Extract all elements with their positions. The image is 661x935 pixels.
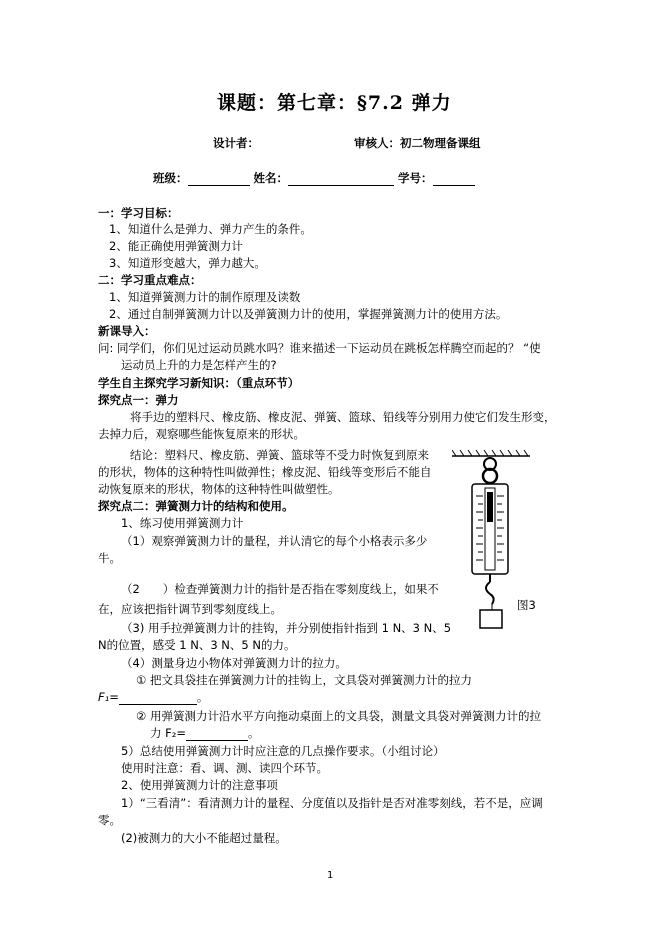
point2-item: N的位置，感受 1 N、3 N、5 N的力。 bbox=[98, 638, 296, 652]
goal-item: 1、知道什么是弹力、弹力产生的条件。 bbox=[109, 222, 312, 236]
point2-item: 零。 bbox=[98, 813, 121, 827]
f1-row bbox=[98, 689, 208, 705]
point2-item: （2 ）检查弹簧测力计的指针是否指在零刻度线上，如果不 bbox=[121, 582, 439, 596]
intro-heading: 新课导入： bbox=[98, 324, 156, 338]
focus-item: 2、通过自制弹簧测力计以及弹簧测力计的使用，掌握弹簧测力计的使用方法。 bbox=[109, 307, 508, 321]
point1-text: 去掉力后，观察哪些能恢复原来的形状。 bbox=[98, 427, 305, 441]
point2-item: 5）总结使用弹簧测力计时应注意的几点操作要求。（小组讨论） bbox=[121, 744, 445, 758]
f1-label: F₁= bbox=[98, 690, 119, 704]
f2-row bbox=[150, 725, 260, 741]
explore-heading: 学生自主探究学习新知识：（重点环节） bbox=[98, 376, 300, 390]
point2-item: 在，应该把指针调节到零刻度线上。 bbox=[98, 602, 282, 616]
student-info-row bbox=[153, 170, 475, 186]
reviewer-label: 审核人：初二物理备课组 bbox=[354, 136, 481, 150]
intro-text: 运动员上升的力是怎样产生的? bbox=[121, 358, 277, 372]
id-label: 学号： bbox=[398, 171, 433, 185]
conclusion-text: 结论：塑料尺、橡皮筋、弹簧、篮球等不受力时恢复到原来 bbox=[130, 448, 429, 462]
focus-heading: 二：学习重点难点： bbox=[98, 273, 202, 287]
figure-caption: 图3 bbox=[517, 598, 536, 612]
point2-item: 使用时注意：看、调、测、读四个环节。 bbox=[121, 761, 328, 775]
point2-item: (2)被测力的大小不能超过量程。 bbox=[121, 831, 287, 845]
point2-item: 2、使用弹簧测力计的注意事项 bbox=[121, 778, 278, 792]
point2-item: （1）观察弹簧测力计的量程，并认清它的每个小格表示多少 bbox=[121, 534, 428, 548]
goal-item: 2、能正确使用弹簧测力计 bbox=[109, 239, 243, 253]
goals-heading: 一：学习目标： bbox=[98, 206, 179, 220]
class-label: 班级： bbox=[153, 171, 188, 185]
f2-label: 力 F₂= bbox=[150, 726, 187, 740]
point2-item: 1、练习使用弹簧测力计 bbox=[121, 516, 244, 530]
point2-item: （3) 用手拉弹簧测力计的挂钩，并分别使指针指到 1 N、3 N、5 bbox=[121, 621, 452, 635]
designer-label: 设计者： bbox=[213, 136, 259, 150]
focus-item: 1、知道弹簧测力计的制作原理及读数 bbox=[109, 290, 301, 304]
point1-heading: 探究点一：弹力 bbox=[98, 393, 179, 407]
page-title: 课题：第七章：§7.2 弹力 bbox=[217, 92, 452, 114]
point2-item: 1）“三看清”：看清测力计的量程、分度值以及指针是否对准零刻线，若不是，应调 bbox=[121, 796, 543, 810]
class-field[interactable] bbox=[188, 173, 250, 186]
name-label: 姓名： bbox=[253, 171, 289, 185]
point2-heading: 探究点二：弹簧测力计的结构和使用。 bbox=[98, 499, 294, 513]
point2-item: ① 把文具袋挂在弹簧测力计的挂钩上，文具袋对弹簧测力计的拉力 bbox=[136, 673, 472, 687]
period: 。 bbox=[248, 726, 260, 740]
point2-item: 牛。 bbox=[98, 551, 121, 565]
page-number: 1 bbox=[327, 870, 334, 881]
point2-item: ② 用弹簧测力计沿水平方向拖动桌面上的文具袋，测量文具袋对弹簧测力计的拉 bbox=[136, 709, 541, 723]
f1-field[interactable] bbox=[119, 692, 197, 705]
conclusion-text: 动恢复原来的形状，物体的这种特性叫做塑性。 bbox=[98, 482, 340, 496]
point2-item: （4）测量身边小物体对弹簧测力计的拉力。 bbox=[121, 656, 347, 670]
id-field[interactable] bbox=[433, 173, 475, 186]
goal-item: 3、知道形变越大，弹力越大。 bbox=[109, 256, 266, 270]
f2-field[interactable] bbox=[186, 728, 248, 741]
period: 。 bbox=[196, 690, 209, 704]
intro-text: 问: 同学们，你们见过运动员跳水吗？谁来描述一下运动员在跳板怎样腾空而起的？ “使 bbox=[98, 341, 541, 355]
conclusion-text: 的形状，物体的这种特性叫做弹性；橡皮泥、铅线等变形后不能自 bbox=[98, 465, 432, 479]
point1-text: 将手边的塑料尺、橡皮筋、橡皮泥、弹簧、篮球、铅线等分别用力使它们发生形变， bbox=[130, 410, 556, 424]
name-field[interactable] bbox=[288, 173, 394, 186]
